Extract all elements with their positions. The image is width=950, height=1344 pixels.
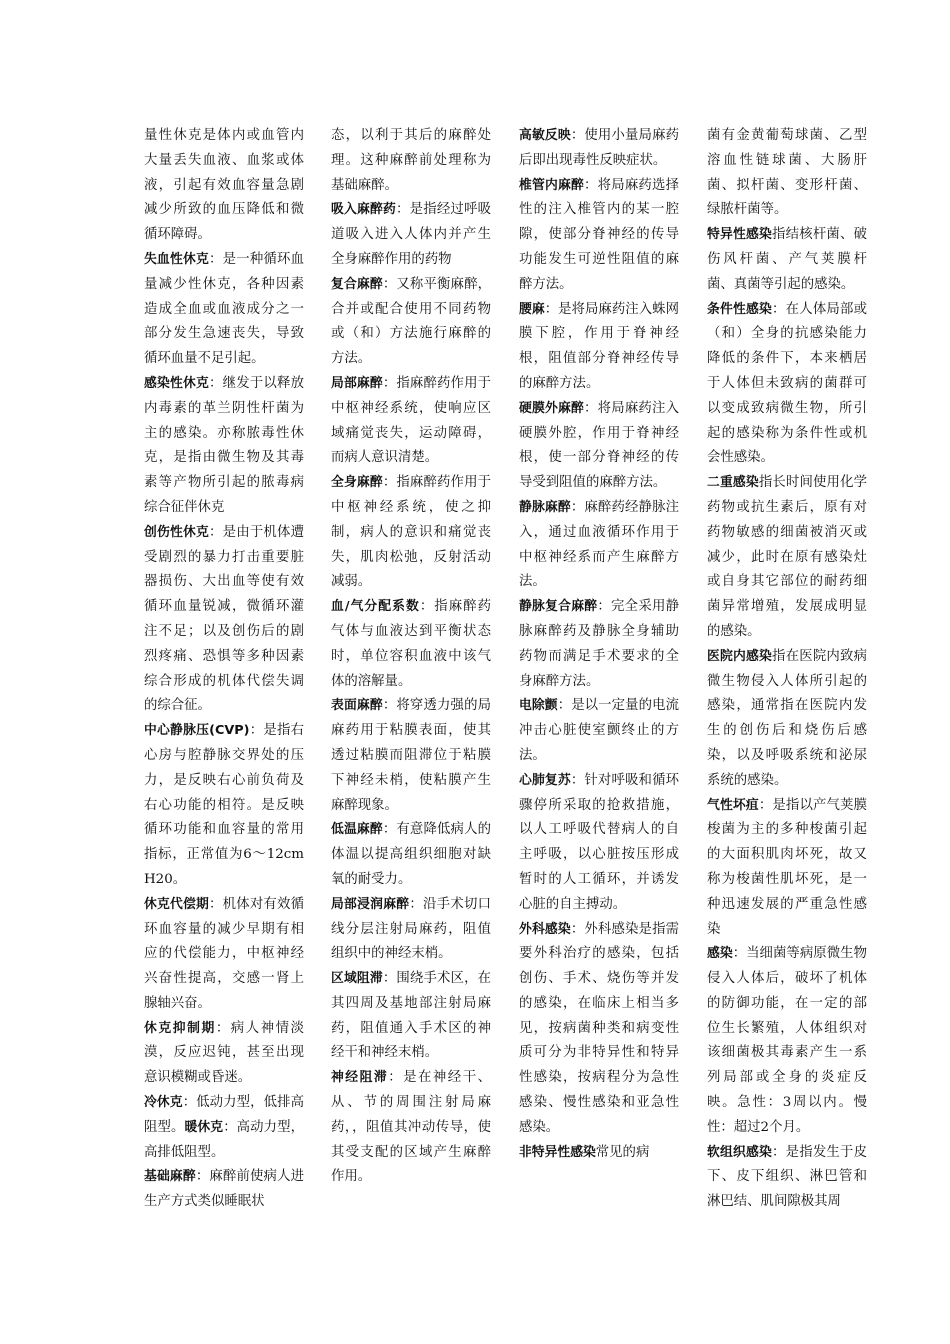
glossary-entry [144,719,304,893]
glossary-entry [707,645,867,794]
entry-definition: ：机体对有效循环血容量的减少早期有相应的代偿能力，中枢神经兴奋性提高，交感一肾上腺轴兴奋。 [144,896,305,1011]
glossary-entry [331,893,491,967]
entry-definition: ：完全采用静脉麻醉药及静脉全身辅助药物而满足手术要求的全身麻醉方法。 [519,599,680,689]
glossary-entry [331,694,491,818]
glossary-entry [331,198,491,272]
glossary-entry [331,1066,491,1190]
glossary-entry [519,174,679,298]
entry-term: 非特异性感染 [519,1144,596,1160]
entry-term: 医院内感染 [707,648,773,664]
entry-definition: ：是指以产气荚膜梭菌为主的多种梭菌引起的大面积肌肉坏死，故又称为梭菌性肌坏死，是一种迅速发展的严重急性感染 [707,797,868,937]
entry-definition: ：指麻醉药作用于中枢神经系统，使响应区域痛觉丧失，运动障碍，而病人意识清楚。 [331,375,492,466]
glossary-entry [707,471,867,645]
entry-definition: ：高动力型，高排低阻型。 [144,1119,305,1160]
text-column-2 [331,124,491,1190]
entry-definition: ：是指右心房与腔静脉交界处的压力，是反映右心前负荷及右心功能的相符。是反映循环功能和血容量的常用指标，正常值为6～12cmH20。 [144,723,305,887]
entry-term: 静脉复合麻醉 [519,599,598,615]
entry-definition: ：继发于以释放内毒素的革兰阴性杆菌为主的感染。亦称脓毒性休克，是指由微生物及其毒素等产物所引起的脓毒病综合征伴休克 [144,375,305,515]
entry-definition: 指长时间使用化学药物或抗生素后，原有对药物敏感的细菌被消灭或减少，此时在原有感染灶或自身其它部位的耐药细菌异常增殖，发展成明显的感染。 [707,475,868,639]
text-column-4 [707,124,867,1215]
entry-term: 暖休克 [184,1119,224,1135]
entry-term: 复合麻醉 [331,276,383,292]
entry-term: 条件性感染 [707,301,773,317]
entry-term: 基础麻醉 [144,1169,196,1185]
entry-definition: ：又称平衡麻醉，合并或配合使用不同药物或（和）方法施行麻醉的方法。 [331,276,492,367]
glossary-entry [144,372,304,521]
entry-term: 冷休克 [144,1095,183,1111]
glossary-entry [707,1141,867,1215]
glossary-entry [144,124,304,248]
text-column-3 [519,124,679,1165]
entry-definition: ：围绕手术区，在其四周及基地部注射局麻药，阻值通入手术区的神经干和神经末梢。 [331,971,492,1061]
entry-term: 感染 [707,946,733,962]
entry-term: 血/气分配系数 [331,599,420,615]
entry-term: 椎管内麻醉 [519,177,585,193]
glossary-entry [519,124,679,174]
entry-term: 心肺复苏 [519,772,571,788]
entry-definition: ：麻醉前使病人进生产方式类似睡眠状 [144,1169,305,1210]
glossary-entry [144,521,304,719]
entry-term: 硬膜外麻醉 [519,400,585,416]
glossary-entry [519,918,679,1141]
entry-term: 神经阻滞 [331,1070,389,1086]
glossary-entry [331,124,491,198]
entry-definition: ：是一种循环血量减少性休克，各种因素造成全血或血液成分之一部分发生急速丧失，导致循环血量不足引起。 [144,251,305,367]
glossary-entry [331,372,491,471]
entry-term: 二重感染 [707,475,759,491]
glossary-entry [519,694,679,768]
entry-definition: ：将穿透力强的局麻药用于粘膜表面，使其透过粘膜而阻滞位于粘膜下神经未梢，使粘膜产生麻醉现象。 [331,698,492,813]
entry-definition: ：针对呼吸和循环骤停所采取的抢救措施，以人工呼吸代替病人的自主呼吸，以心脏按压形成暂时的人工循环，并诱发心脏的自主搏动。 [519,772,680,912]
glossary-entry [144,1017,304,1091]
entry-definition: 指结核杆菌、破伤风杆菌、产气荚膜杆菌、真菌等引起的感染。 [707,227,868,292]
glossary-entry [519,298,679,397]
entry-term: 休克抑制期 [144,1020,216,1036]
entry-definition: ：有意降低病人的体温以提高组织细胞对缺氧的耐受力。 [331,822,492,887]
glossary-entry [144,893,304,1017]
entry-term: 腰麻 [519,301,545,317]
entry-definition: ：是指发生于皮下、皮下组织、淋巴管和淋巴结、肌间隙极其周 [707,1144,868,1210]
entry-term: 创伤性休克 [144,524,210,540]
entry-term: 外科感染 [519,921,571,937]
glossary-entry [144,1165,304,1215]
entry-term: 区域阻滞 [331,971,383,987]
entry-term: 静脉麻醉 [519,499,571,515]
entry-term: 高敏反映 [519,128,571,143]
glossary-entry [519,397,679,496]
entry-definition: ：使用小量局麻药后即出现毒性反映症状。 [519,128,680,168]
entry-term: 中心静脉压(CVP) [144,723,250,739]
entry-term: 失血性休克 [144,251,210,267]
glossary-entry [519,496,679,595]
glossary-entry [519,769,679,918]
entry-term: 感染性休克 [144,375,210,391]
glossary-entry [331,818,491,892]
entry-definition: 菌有金黄葡萄球菌、乙型溶血性链球菌、大肠肝菌、拟杆菌、变形杆菌、绿脓杆菌等。 [707,128,867,218]
entry-term: 全身麻醉 [331,475,383,491]
glossary-entry [519,1141,679,1166]
entry-definition: ：是指经过呼吸道吸入进入人体内并产生全身麻醉作用的药物 [331,202,492,267]
entry-term: 休克代偿期 [144,896,210,912]
entry-term: 气性坏疽 [707,797,759,813]
glossary-entry [331,967,491,1066]
glossary-entry [707,298,867,472]
glossary-entry [707,124,867,223]
entry-definition: ：麻醉药经静脉注入，通过血液循环作用于中枢神经系而产生麻醉方法。 [519,499,680,590]
entry-term: 表面麻醉 [331,698,383,714]
entry-definition: ：病人神情淡漠，反应迟钝，甚至出现意识模糊或昏迷。 [144,1020,305,1086]
entry-definition: ：指麻醉药作用于中枢神经系统，使之抑制，病人的意识和痛觉丧失，肌肉松弛，反射活动减弱。 [331,475,492,590]
entry-definition: 量性休克是体内或血管内大量丢失血液、血浆或体液，引起有效血容量急剧减少所致的血压降低和微循环障碍。 [144,128,304,243]
entry-definition: ：在人体局部或（和）全身的抗感染能力降低的条件下，本来栖居于人体但未致病的菌群可以变成致病微生物，所引起的感染称为条件性或机会性感染。 [707,301,868,466]
glossary-entry [144,1091,304,1165]
text-column-1 [144,124,304,1215]
entry-definition: ：是以一定量的电流冲击心脏使室颤终止的方法。 [519,698,680,763]
glossary-entry [331,471,491,595]
glossary-entry [707,794,867,943]
entry-definition: ：将局麻药选择性的注入椎管内的某一腔隙，使部分脊神经的传导功能发生可逆性阻值的麻醉方法。 [519,177,680,292]
entry-definition: 态，以利于其后的麻醉处理。这种麻醉前处理称为基础麻醉。 [331,128,491,193]
entry-definition: ：是将局麻药注入蛛网膜下腔，作用于脊神经根，阻值部分脊神经传导的麻醉方法。 [519,301,680,391]
entry-term: 吸入麻醉药 [331,202,397,218]
entry-term: 电除颤 [519,698,558,714]
glossary-entry [331,595,491,694]
entry-definition: ：将局麻药注入硬膜外腔，作用于脊神经根，使一部分脊神经的传导受到阻值的麻醉方法。 [519,400,680,491]
entry-definition: 指在医院内致病微生物侵入人体所引起的感染，通常指在医院内发生的创伤后和烧伤后感染，以及呼吸系统和泌尿系统的感染。 [707,648,868,788]
entry-term: 特异性感染 [707,227,773,243]
entry-definition: ：是由于机体遭受剧烈的暴力打击重要脏器损伤、大出血等使有效循环血量锐减，微循环灌注不足；以及创伤后的剧烈疼痛、恐惧等多种因素综合形成的机体代偿失调的综合征。 [144,524,305,714]
entry-definition: ：低动力型，低排高阻型。 [144,1095,305,1135]
entry-definition: ：当细菌等病原微生物侵入人体后，破坏了机体的防御功能，在一定的部位生长繁殖，人体组织对该细菌极其毒素产生一系列局部或全身的炎症反映。急性：3周以内。慢性：超过2个月。 [707,946,868,1135]
entry-term: 局部浸润麻醉 [331,896,410,912]
glossary-entry [707,942,867,1140]
entry-definition: ：是在神经干、从、节的周围注射局麻药，，阻值其冲动传导，使其受支配的区域产生麻醉作用。 [331,1070,491,1185]
glossary-entry [331,273,491,372]
glossary-entry [519,595,679,694]
entry-definition: ：外科感染是指需要外科治疗的感染，包括创伤、手术、烧伤等并发的感染，在临床上相当多见，按病菌种类和病变性质可分为非特异性和特异性感染，按病程分为急性感染、慢性感染和亚急性感染。 [519,921,680,1135]
entry-definition: 常见的病 [595,1144,650,1160]
glossary-entry [707,223,867,297]
entry-term: 局部麻醉 [331,375,383,391]
glossary-entry [144,248,304,372]
entry-definition: ：指麻醉药气体与血液达到平衡状态时，单位容积血液中该气体的溶解量。 [331,599,491,689]
entry-term: 软组织感染 [707,1144,773,1160]
entry-term: 低温麻醉 [331,822,383,838]
entry-definition: ：沿手术切口线分层注射局麻药，阻值组织中的神经末梢。 [331,896,492,962]
